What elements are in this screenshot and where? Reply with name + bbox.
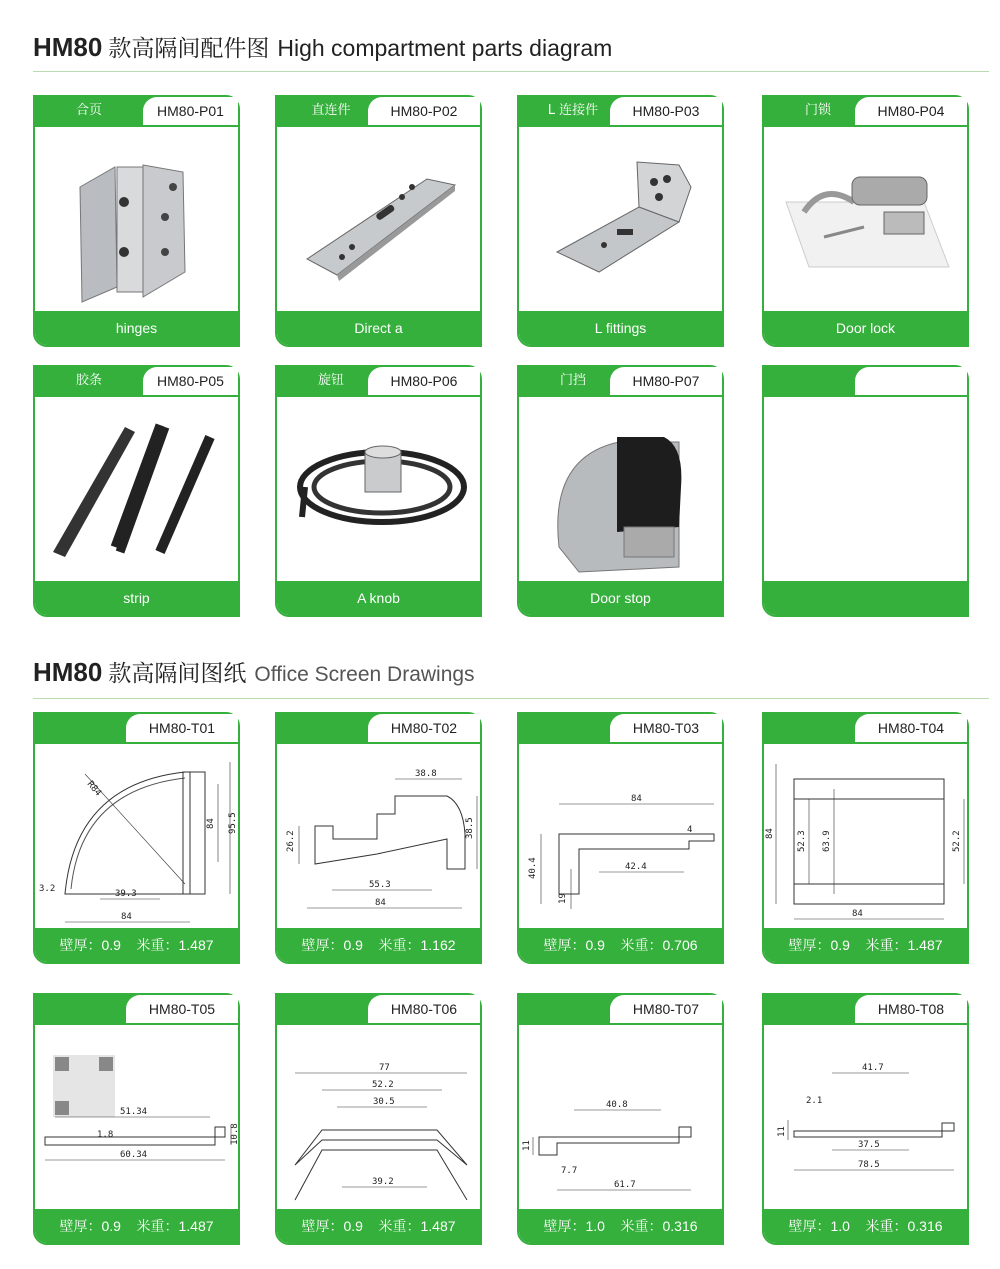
drawing-card-t05[interactable] bbox=[33, 993, 240, 1245]
title-cn: 款高隔间图纸 bbox=[108, 661, 247, 687]
svg-text:38.8: 38.8 bbox=[415, 769, 437, 779]
svg-text:11: 11 bbox=[777, 1126, 787, 1137]
part-code: HM80-P04 bbox=[855, 97, 967, 125]
drawing-code: HM80-T07 bbox=[610, 995, 722, 1023]
svg-text:40.4: 40.4 bbox=[528, 857, 538, 879]
drawing-code: HM80-T02 bbox=[368, 714, 480, 742]
knob-icon bbox=[277, 397, 480, 583]
spec-footer: 壁厚：0.9 米重：1.487 bbox=[764, 928, 967, 962]
profile-drawing bbox=[519, 744, 722, 930]
spec-footer: 壁厚：1.0 米重：0.316 bbox=[764, 1209, 967, 1243]
svg-text:R84: R84 bbox=[84, 779, 103, 799]
spec-footer: 壁厚：0.9 米重：1.487 bbox=[35, 1209, 238, 1243]
drawing-card-t04[interactable] bbox=[762, 712, 969, 964]
svg-text:52.2: 52.2 bbox=[372, 1080, 394, 1090]
part-card-p01[interactable] bbox=[33, 95, 240, 347]
part-cn: 直连件 bbox=[311, 103, 351, 118]
svg-text:7.7: 7.7 bbox=[561, 1166, 578, 1176]
title-cn: 款高隔间配件图 bbox=[108, 36, 270, 62]
svg-text:63.9: 63.9 bbox=[822, 830, 832, 852]
svg-text:1.8: 1.8 bbox=[97, 1130, 114, 1140]
drawing-card-t03[interactable] bbox=[517, 712, 724, 964]
svg-text:42.4: 42.4 bbox=[625, 862, 647, 872]
part-code: HM80-P05 bbox=[143, 367, 238, 395]
drawing-card-t02[interactable] bbox=[275, 712, 482, 964]
drawing-code: HM80-T08 bbox=[855, 995, 967, 1023]
model-label: HM80 bbox=[33, 32, 103, 62]
part-en bbox=[764, 581, 967, 615]
profile-drawing bbox=[764, 1025, 967, 1211]
drawing-card-t06[interactable] bbox=[275, 993, 482, 1245]
part-cn: L 连接件 bbox=[547, 103, 599, 118]
qr-code-icon bbox=[53, 1055, 115, 1117]
profile-drawing bbox=[519, 1025, 722, 1211]
svg-text:40.8: 40.8 bbox=[606, 1100, 628, 1110]
svg-text:84: 84 bbox=[852, 909, 863, 919]
svg-text:84: 84 bbox=[631, 794, 642, 804]
part-card-p06[interactable] bbox=[275, 365, 482, 617]
svg-text:55.3: 55.3 bbox=[369, 880, 391, 890]
drawing-code: HM80-T06 bbox=[368, 995, 480, 1023]
part-en: Door lock bbox=[764, 311, 967, 345]
l-connector-icon bbox=[519, 127, 722, 313]
spec-footer: 壁厚：0.9 米重：1.487 bbox=[35, 928, 238, 962]
svg-text:60.34: 60.34 bbox=[120, 1150, 148, 1160]
svg-text:30.5: 30.5 bbox=[373, 1097, 395, 1107]
svg-text:4: 4 bbox=[687, 825, 693, 835]
drawing-card-t07[interactable] bbox=[517, 993, 724, 1245]
part-card-p02[interactable] bbox=[275, 95, 482, 347]
profile-drawing bbox=[764, 744, 967, 930]
part-card-p04[interactable] bbox=[762, 95, 969, 347]
profile-drawing bbox=[277, 1025, 480, 1211]
part-cn: 门挡 bbox=[559, 373, 586, 388]
svg-text:84: 84 bbox=[765, 828, 775, 839]
svg-text:19: 19 bbox=[558, 893, 568, 904]
profile-drawing bbox=[35, 1025, 238, 1211]
part-en: Direct a bbox=[277, 311, 480, 345]
part-code: HM80-P06 bbox=[368, 367, 480, 395]
svg-text:11: 11 bbox=[522, 1140, 532, 1151]
section-title-drawings bbox=[33, 655, 475, 688]
part-card-p03[interactable] bbox=[517, 95, 724, 347]
part-cn: 旋钮 bbox=[317, 373, 344, 388]
part-code: HM80-P07 bbox=[610, 367, 722, 395]
drawing-card-t01[interactable] bbox=[33, 712, 240, 964]
profile-drawing bbox=[35, 744, 238, 930]
model-label: HM80 bbox=[33, 657, 103, 687]
part-en: hinges bbox=[35, 311, 238, 345]
svg-text:61.7: 61.7 bbox=[614, 1180, 636, 1190]
spec-footer: 壁厚：0.9 米重：1.487 bbox=[277, 1209, 480, 1243]
part-code: HM80-P01 bbox=[143, 97, 238, 125]
svg-text:37.5: 37.5 bbox=[858, 1140, 880, 1150]
straight-connector-icon bbox=[277, 127, 480, 313]
svg-text:84: 84 bbox=[206, 818, 216, 829]
svg-text:41.7: 41.7 bbox=[862, 1063, 884, 1073]
drawing-code: HM80-T04 bbox=[855, 714, 967, 742]
svg-text:10.8: 10.8 bbox=[230, 1123, 240, 1145]
drawing-code: HM80-T05 bbox=[126, 995, 238, 1023]
door-stop-icon bbox=[519, 397, 722, 583]
svg-text:77: 77 bbox=[379, 1063, 390, 1073]
part-cn: 门锁 bbox=[804, 103, 831, 118]
svg-text:39.3: 39.3 bbox=[115, 889, 137, 899]
part-card-p07[interactable] bbox=[517, 365, 724, 617]
svg-text:52.3: 52.3 bbox=[797, 830, 807, 852]
svg-text:38.5: 38.5 bbox=[465, 817, 475, 839]
part-en: L fittings bbox=[519, 311, 722, 345]
svg-text:39.2: 39.2 bbox=[372, 1177, 394, 1187]
svg-text:84: 84 bbox=[375, 898, 386, 908]
spec-footer: 壁厚：1.0 米重：0.316 bbox=[519, 1209, 722, 1243]
part-code: HM80-P02 bbox=[368, 97, 480, 125]
rubber-strip-icon bbox=[35, 397, 238, 583]
part-card-p05[interactable] bbox=[33, 365, 240, 617]
section-divider bbox=[33, 71, 989, 72]
part-en: Door stop bbox=[519, 581, 722, 615]
svg-text:78.5: 78.5 bbox=[858, 1160, 880, 1170]
svg-text:52.2: 52.2 bbox=[952, 830, 962, 852]
svg-text:51.34: 51.34 bbox=[120, 1107, 148, 1117]
svg-text:26.2: 26.2 bbox=[286, 830, 296, 852]
spec-footer: 壁厚：0.9 米重：0.706 bbox=[519, 928, 722, 962]
part-en: A knob bbox=[277, 581, 480, 615]
drawing-code: HM80-T01 bbox=[126, 714, 238, 742]
title-en: Office Screen Drawings bbox=[254, 663, 475, 686]
svg-text:95.5: 95.5 bbox=[228, 812, 238, 834]
svg-text:84: 84 bbox=[121, 912, 132, 922]
door-lock-icon bbox=[764, 127, 967, 313]
part-cn: 合页 bbox=[75, 103, 102, 118]
title-en: High compartment parts diagram bbox=[277, 35, 613, 61]
svg-text:2.1: 2.1 bbox=[806, 1096, 823, 1106]
spec-footer: 壁厚：0.9 米重：1.162 bbox=[277, 928, 480, 962]
drawing-code: HM80-T03 bbox=[610, 714, 722, 742]
section-divider bbox=[33, 698, 989, 699]
drawing-card-t08[interactable] bbox=[762, 993, 969, 1245]
profile-drawing bbox=[277, 744, 480, 930]
section-title-parts bbox=[33, 30, 612, 63]
part-en: strip bbox=[35, 581, 238, 615]
part-code bbox=[855, 367, 967, 395]
part-cn: 胶条 bbox=[75, 373, 102, 388]
part-card-empty bbox=[762, 365, 969, 617]
svg-text:3.2: 3.2 bbox=[39, 884, 56, 894]
hinge-icon bbox=[35, 127, 238, 313]
part-code: HM80-P03 bbox=[610, 97, 722, 125]
